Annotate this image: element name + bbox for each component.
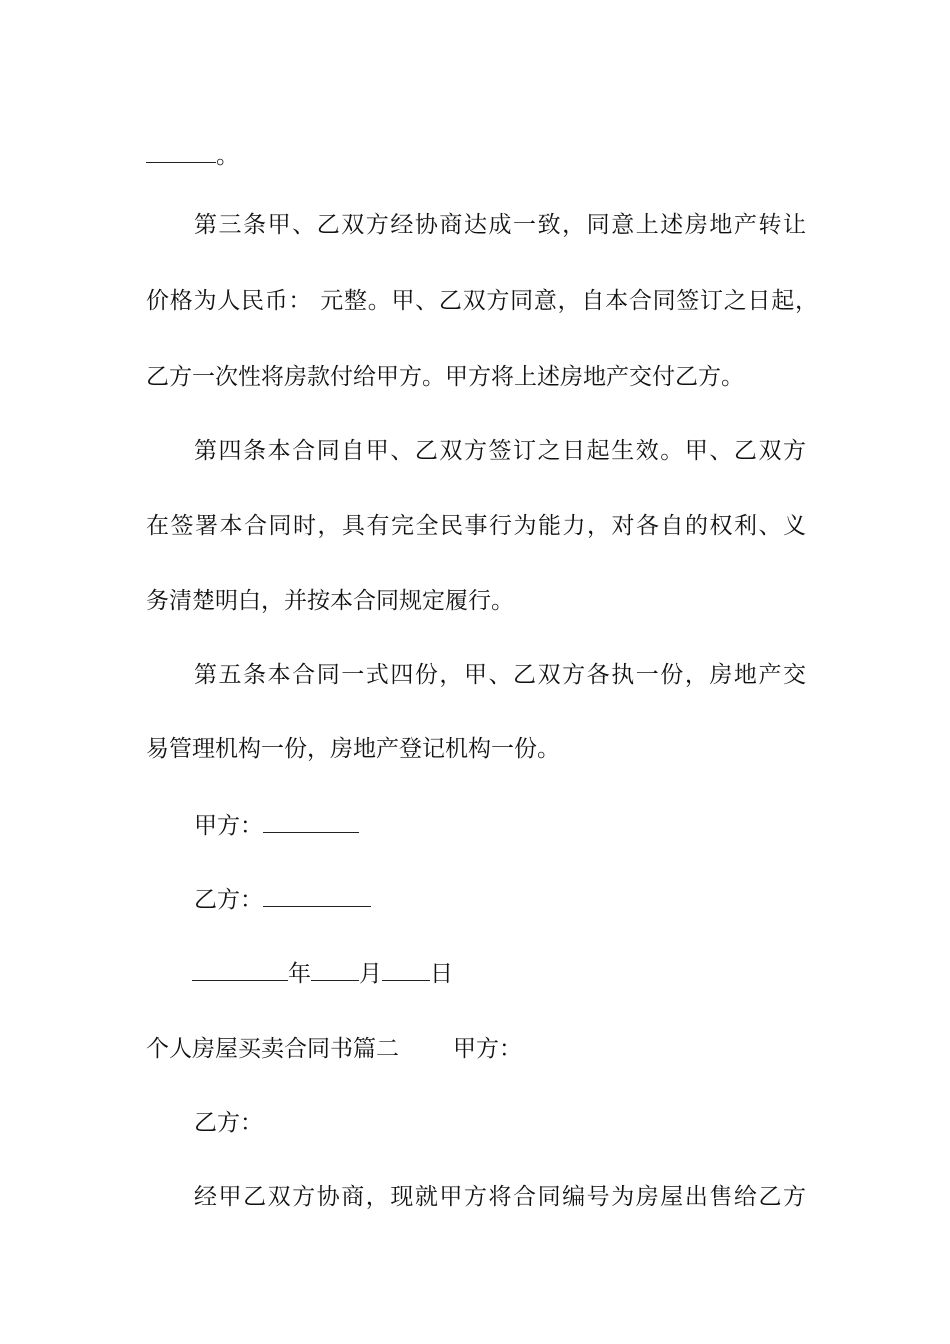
signing-date: [192, 958, 453, 988]
article-3-line-2: 价格为人民币： 元整。甲、乙双方同意，自本合同签订之日起，: [146, 288, 818, 314]
party-b-blank: [263, 884, 371, 907]
article-3-line-1: 第三条甲、乙双方经协商达成一致，同意上述房地产转让: [194, 212, 806, 238]
party-b-label: 乙方：: [194, 887, 263, 913]
line-blank-end: [146, 140, 239, 170]
article-4-line-3: 务清楚明白，并按本合同规定履行。: [146, 588, 514, 614]
year-label: 年: [288, 961, 311, 987]
year-blank: [192, 958, 288, 981]
fill-blank: [146, 140, 216, 163]
party-a-blank: [263, 810, 359, 833]
day-blank: [382, 958, 430, 981]
month-blank: [311, 958, 359, 981]
article-5-line-2: 易管理机构一份，房地产登记机构一份。: [146, 736, 560, 762]
section-title: 个人房屋买卖合同书篇二: [146, 1036, 399, 1062]
article-4-line-2: 在签署本合同时，具有完全民事行为能力，对各自的权利、义: [146, 513, 806, 539]
article-4-line-1: 第四条本合同自甲、乙双方签订之日起生效。甲、乙双方: [194, 438, 806, 464]
section-party-a-label: 甲方：: [453, 1036, 522, 1062]
party-a-signature: [194, 810, 359, 840]
party-a-label: 甲方：: [194, 813, 263, 839]
article-5-line-1: 第五条本合同一式四份，甲、乙双方各执一份，房地产交: [194, 662, 806, 688]
party-b2-label: 乙方：: [194, 1110, 263, 1136]
day-label: 日: [430, 961, 453, 987]
section-heading: [146, 1034, 522, 1064]
party-b-signature: [194, 884, 371, 914]
article-3-line-3: 乙方一次性将房款付给甲方。甲方将上述房地产交付乙方。: [146, 364, 744, 390]
contract-intro-line: 经甲乙双方协商，现就甲方将合同编号为房屋出售给乙方: [194, 1184, 806, 1210]
month-label: 月: [359, 961, 382, 987]
line-text: 。: [216, 143, 239, 169]
